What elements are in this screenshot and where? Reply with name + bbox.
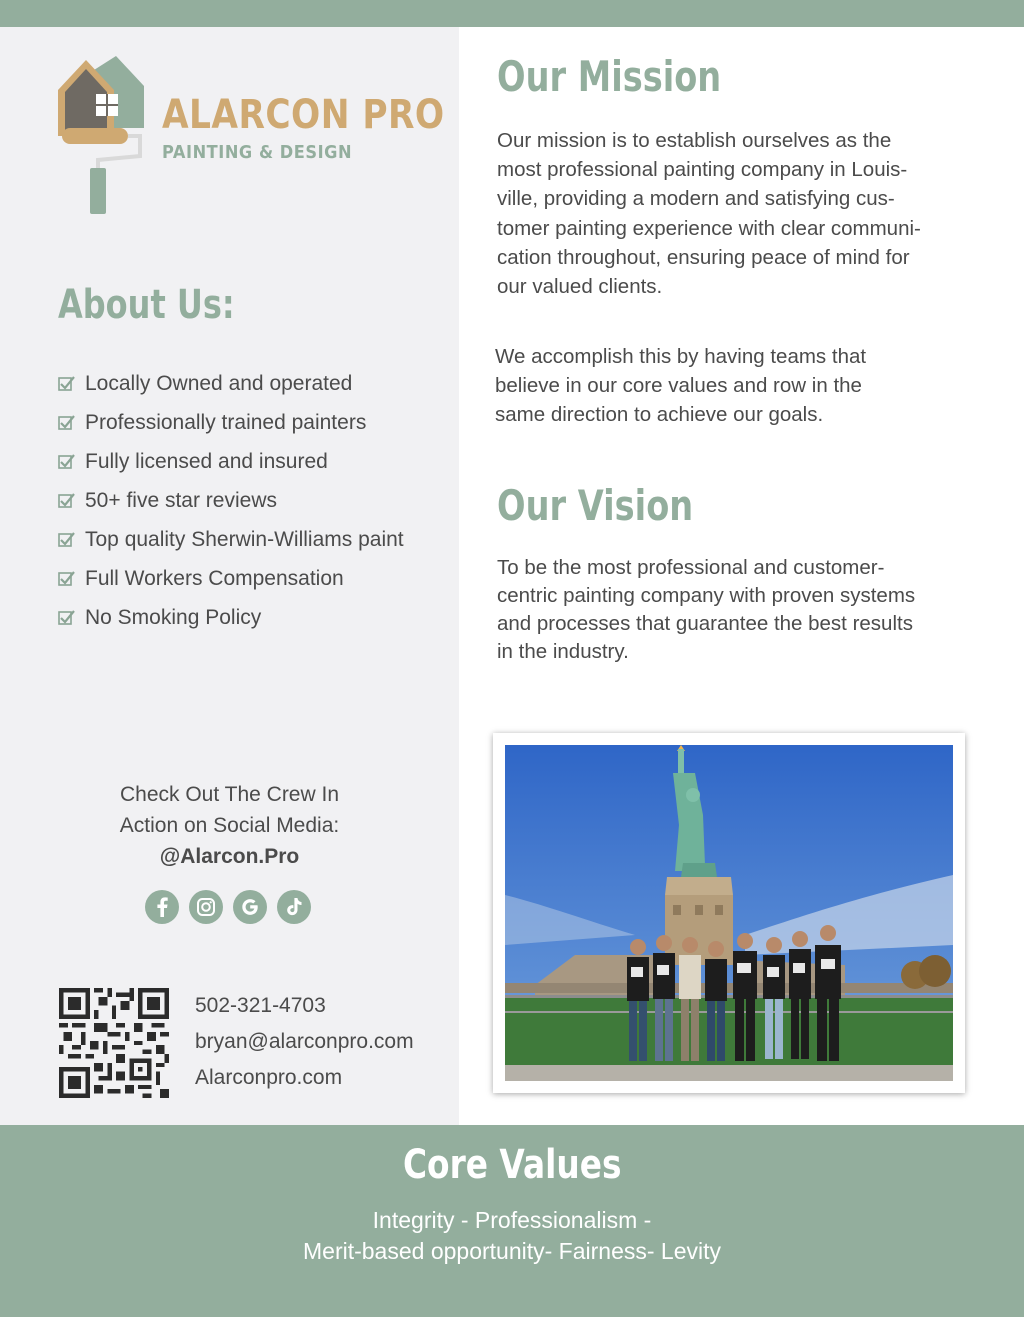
about-item-text: Top quality Sherwin-Williams paint [85, 527, 404, 551]
checkbox-icon [58, 570, 75, 587]
vision-paragraph [497, 554, 972, 666]
text-line: ville, providing a modern and satisfying cus- [497, 187, 895, 211]
about-item-text: Fully licensed and insured [85, 449, 328, 473]
checkbox-icon [58, 531, 75, 548]
text-line: We accomplish this by having teams that [495, 345, 867, 368]
tiktok-icon[interactable] [277, 890, 311, 924]
social-callout [0, 779, 459, 872]
social-handle[interactable]: @Alarcon.Pro [159, 845, 300, 868]
team-photo [505, 745, 953, 1081]
about-item-text: No Smoking Policy [85, 605, 262, 629]
text-line: tomer painting experience with clear communi- [497, 216, 921, 240]
list-item [58, 481, 404, 520]
list-item [58, 403, 404, 442]
core-values-heading [0, 1142, 1024, 1188]
email-address[interactable]: bryan@alarconpro.com [195, 1030, 414, 1053]
core-values-title: Core Values [402, 1142, 622, 1188]
about-item-text: Locally Owned and operated [85, 371, 353, 395]
text-line: cation throughout, ensuring peace of mind for [497, 245, 910, 269]
checkbox-icon [58, 453, 75, 470]
social-line-1: Check Out The Crew In [119, 783, 340, 806]
google-icon[interactable] [233, 890, 267, 924]
list-item [58, 559, 404, 598]
list-item [58, 442, 404, 481]
social-line-2: Action on Social Media: [119, 814, 340, 837]
text-line: centric painting company with proven systems [497, 584, 916, 607]
checkbox-icon [58, 492, 75, 509]
list-item [58, 364, 404, 403]
phone-number[interactable]: 502-321-4703 [195, 994, 326, 1017]
list-item [58, 598, 404, 637]
vision-heading: Our Vision [497, 481, 694, 530]
brand-name: ALARCON PRO [162, 92, 445, 138]
text-line: most professional painting company in Louis- [497, 158, 908, 182]
about-list [58, 364, 404, 637]
paint-roller-house-icon [56, 56, 156, 218]
checkbox-icon [58, 414, 75, 431]
core-values-text [0, 1205, 1024, 1267]
instagram-icon[interactable] [189, 890, 223, 924]
core-values-line-1: Integrity - Professionalism - [372, 1207, 652, 1233]
qr-code[interactable] [59, 988, 169, 1098]
checkbox-icon [58, 609, 75, 626]
contact-info [195, 988, 414, 1096]
company-logo [56, 56, 445, 218]
mission-paragraph-2 [495, 342, 970, 430]
about-item-text: Professionally trained painters [85, 410, 367, 434]
core-values-line-2: Merit-based opportunity- Fairness- Levity [303, 1238, 721, 1264]
text-line: same direction to achieve our goals. [495, 403, 824, 427]
text-line: Our mission is to establish ourselves as the [497, 129, 892, 152]
about-item-text: Full Workers Compensation [85, 566, 344, 590]
text-line: our valued clients. [497, 275, 663, 299]
website-link[interactable]: Alarconpro.com [195, 1066, 343, 1089]
social-icons [145, 890, 311, 924]
brand-tagline: PAINTING & DESIGN [162, 142, 353, 163]
mission-paragraph [497, 126, 972, 301]
text-line: and processes that guarantee the best results [497, 612, 913, 635]
top-accent-bar [0, 0, 1024, 27]
team-photo-frame [493, 733, 965, 1093]
checkbox-icon [58, 375, 75, 392]
about-heading: About Us: [58, 282, 235, 328]
list-item [58, 520, 404, 559]
about-item-text: 50+ five star reviews [85, 488, 277, 512]
text-line: To be the most professional and customer- [497, 556, 885, 579]
mission-heading: Our Mission [497, 52, 722, 101]
facebook-icon[interactable] [145, 890, 179, 924]
text-line: in the industry. [497, 640, 629, 663]
text-line: believe in our core values and row in the [495, 374, 862, 398]
